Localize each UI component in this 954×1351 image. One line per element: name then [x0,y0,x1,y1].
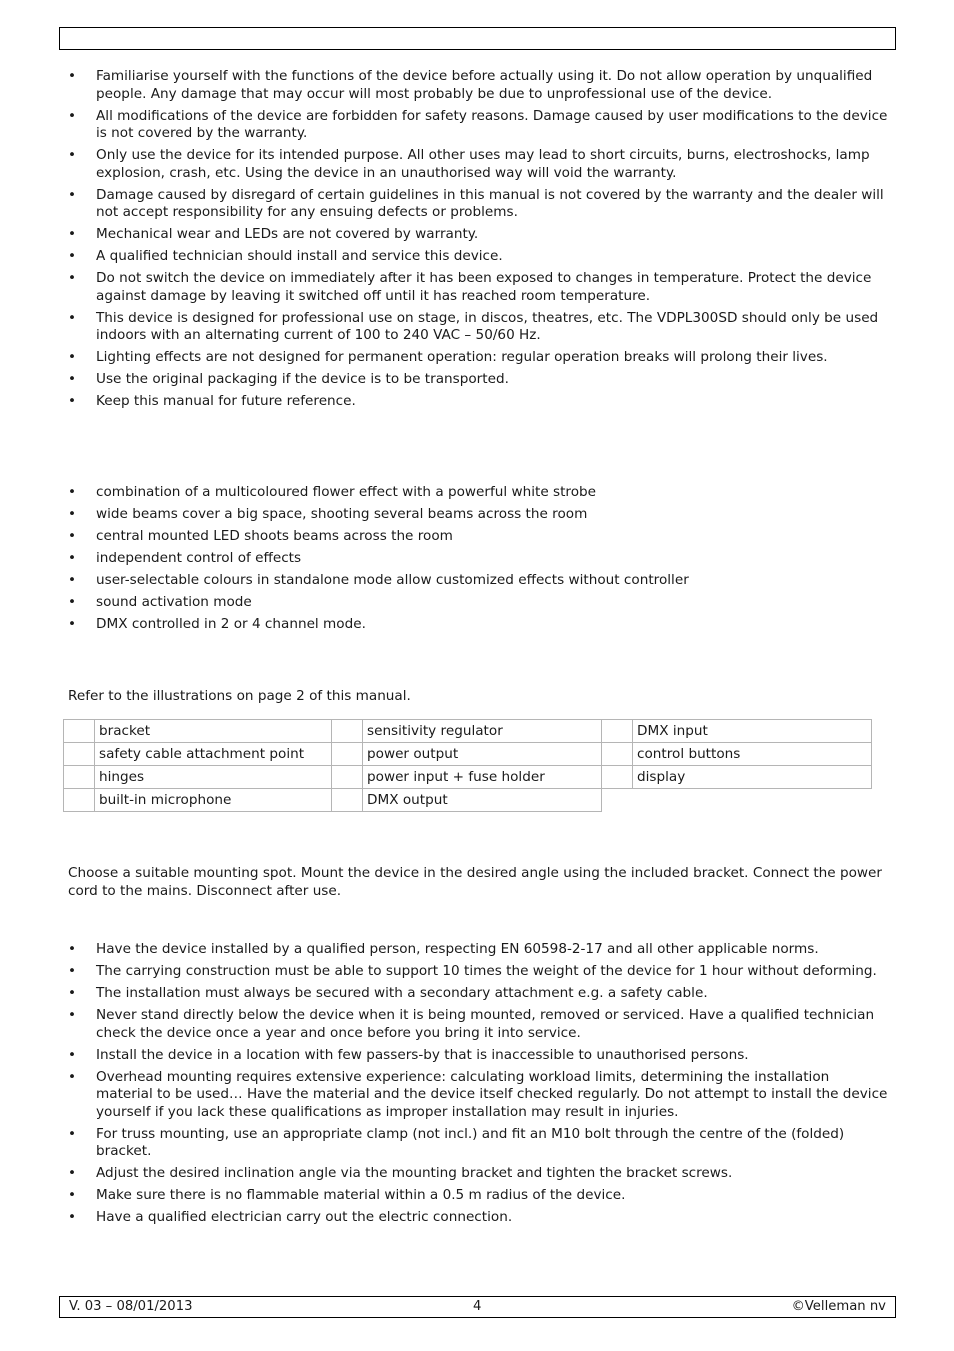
table-cell: DMX output [363,789,602,812]
table-row [64,789,872,812]
list-item: • The installation must always be secured with a secondary attachment e.g. a safety cable. [68,985,888,1003]
list-item: • DMX controlled in 2 or 4 channel mode. [68,616,888,634]
parts-table [63,719,872,812]
list-item: • independent control of effects [68,550,888,568]
list-item: • For truss mounting, use an appropriate clamp (not incl.) and fit an M10 bolt through the centre of the (folded) bracket. [68,1126,888,1161]
list-item: • The carrying construction must be able to support 10 times the weight of the device for 1 hour without deforming. [68,963,888,981]
table-row [64,766,872,789]
footer-copyright: ©Velleman nv [791,1299,886,1314]
table-cell: display [633,766,872,789]
list-item: • This device is designed for professional use on stage, in discos, theatres, etc. The VDPL300SD should only be used indoors with an alternating current of 100 to 240 VAC – 50/60 Hz. [68,310,888,345]
table-row [64,743,872,766]
table-cell: power output [363,743,602,766]
list-item: • Overhead mounting requires extensive experience: calculating workload limits, determining the installation material to be used… Have the material and the device itself checked regularly. Do not attempt to install the device yourself if you lack these qualifications as improper installation may result in injuries. [68,1069,888,1122]
table-cell: control buttons [633,743,872,766]
list-item: • Never stand directly below the device when it is being mounted, removed or serviced. Have a qualified technician check the device once a year and once before you bring it into service. [68,1007,888,1042]
footer-page-number: 4 [473,1299,482,1314]
table-cell: hinges [95,766,332,789]
table-row [64,720,872,743]
list-item: • Make sure there is no flammable material within a 0.5 m radius of the device. [68,1187,888,1205]
list-item: • combination of a multicoloured flower effect with a powerful white strobe [68,484,888,502]
list-item: • Keep this manual for future reference. [68,393,888,411]
list-item: • sound activation mode [68,594,888,612]
list-item: • A qualified technician should install and service this device. [68,248,888,266]
table-cell: DMX input [633,720,872,743]
list-item: • Have the device installed by a qualified person, respecting EN 60598-2-17 and all other applicable norms. [68,941,888,959]
list-item: • Only use the device for its intended purpose. All other uses may lead to short circuits, burns, electroshocks, lamp explosion, crash, etc. Using the device in an unauthorised way will void the warranty. [68,147,888,182]
installation-intro: Choose a suitable mounting spot. Mount the device in the desired angle using the included bracket. Connect the power cord to the mains. Disconnect after use. [68,865,882,899]
installation-list [68,941,888,1231]
table-cell: built-in microphone [95,789,332,812]
list-item: • Mechanical wear and LEDs are not covered by warranty. [68,226,888,244]
page-footer [59,1296,896,1318]
list-item: • Use the original packaging if the device is to be transported. [68,371,888,389]
overview-intro: Refer to the illustrations on page 2 of this manual. [68,688,411,704]
table-cell: safety cable attachment point [95,743,332,766]
list-item: • central mounted LED shoots beams across the room [68,528,888,546]
list-item: • user-selectable colours in standalone mode allow customized effects without controller [68,572,888,590]
features-list [68,484,888,638]
list-item: • Have a qualified electrician carry out the electric connection. [68,1209,888,1227]
list-item: • Install the device in a location with few passers-by that is inaccessible to unauthorised persons. [68,1047,888,1065]
list-item: • wide beams cover a big space, shooting several beams across the room [68,506,888,524]
table-cell: sensitivity regulator [363,720,602,743]
table-cell: power input + fuse holder [363,766,602,789]
list-item: • Damage caused by disregard of certain guidelines in this manual is not covered by the warranty and the dealer will not accept responsibility for any ensuing defects or problems. [68,187,888,222]
table-cell: bracket [95,720,332,743]
list-item: • Familiarise yourself with the functions of the device before actually using it. Do not allow operation by unqualified people. Any damage that may occur will most probably be due to unprofessional use of the device. [68,68,888,103]
footer-version: V. 03 – 08/01/2013 [69,1299,193,1314]
list-item: • Do not switch the device on immediately after it has been exposed to changes in temperature. Protect the device against damage by leaving it switched off until it has reached room temperature. [68,270,888,305]
list-item: • Adjust the desired inclination angle via the mounting bracket and tighten the bracket screws. [68,1165,888,1183]
list-item: • Lighting effects are not designed for permanent operation: regular operation breaks will prolong their lives. [68,349,888,367]
header-box [59,27,896,50]
list-item: • All modifications of the device are forbidden for safety reasons. Damage caused by user modifications to the device is not covered by the warranty. [68,108,888,143]
safety-list [68,68,888,415]
